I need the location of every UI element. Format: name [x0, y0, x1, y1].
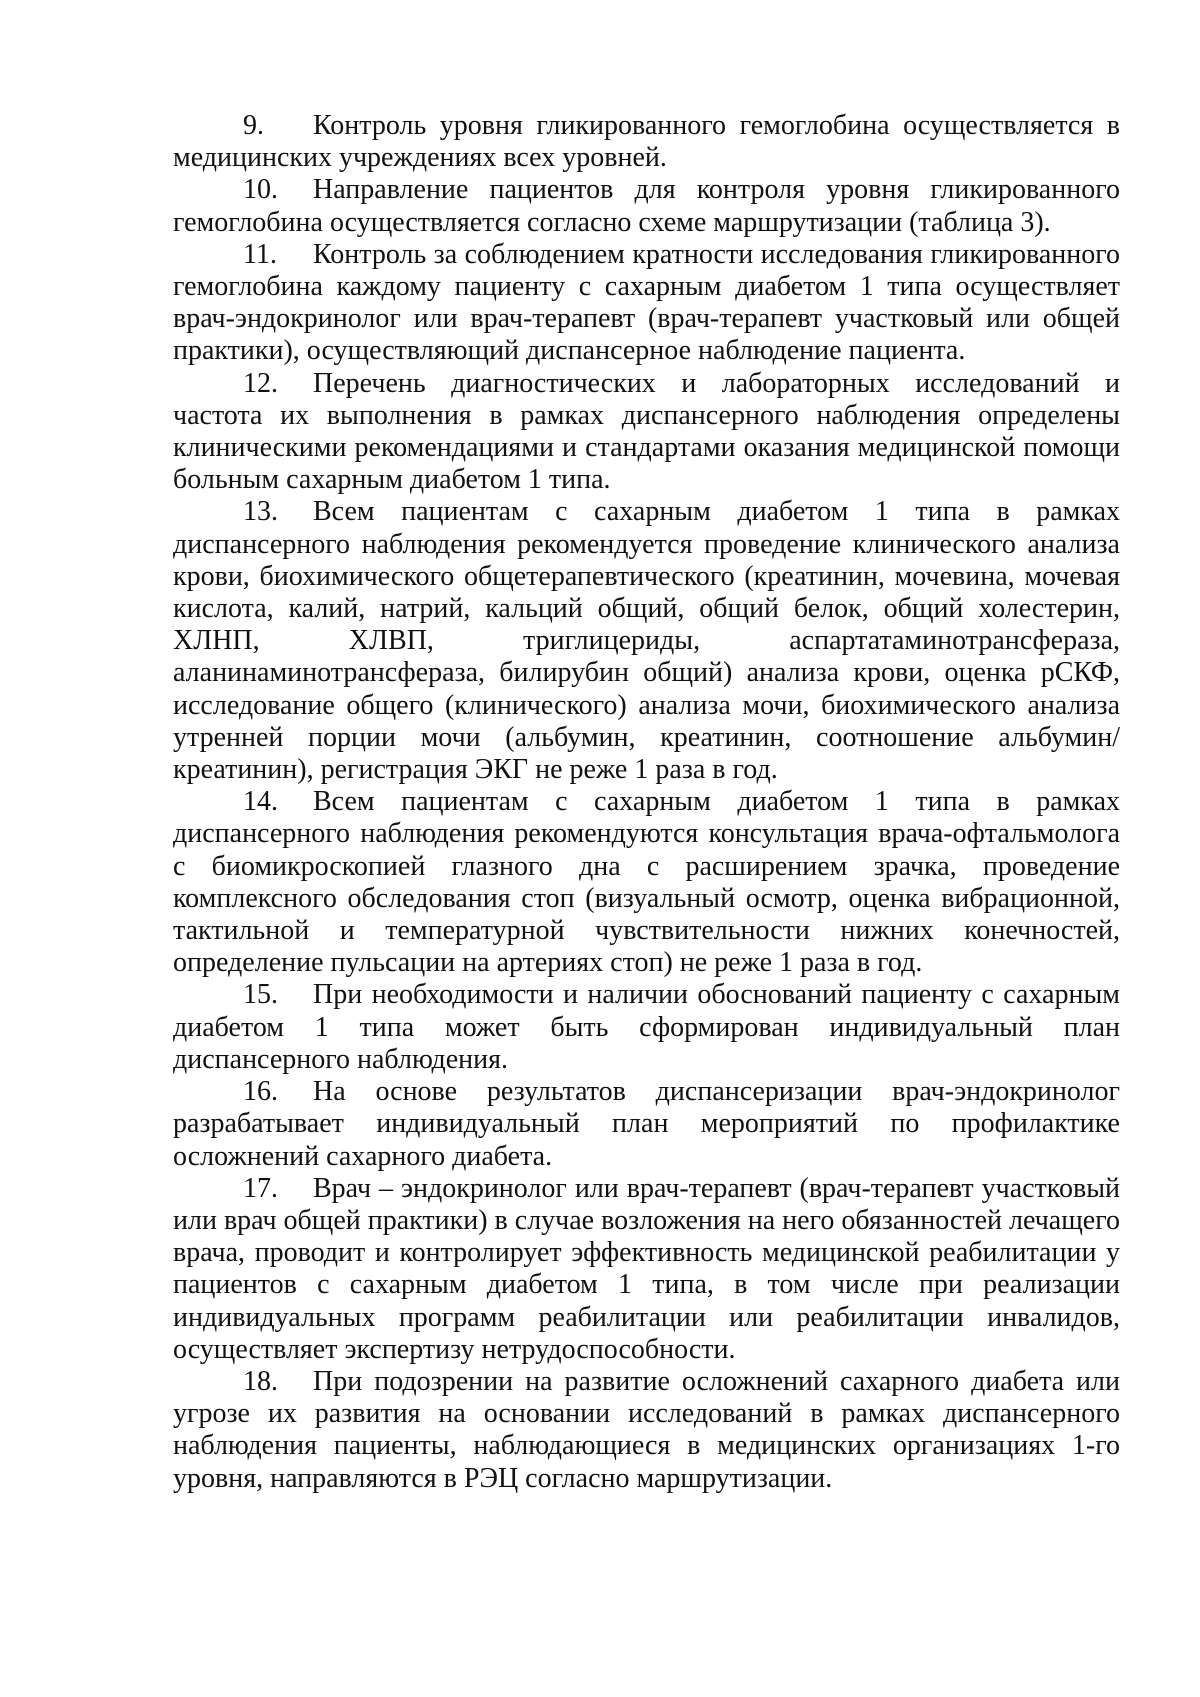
paragraph-number: 12.	[243, 367, 278, 399]
paragraph-number: 14.	[243, 786, 278, 818]
document-page	[173, 110, 1120, 1495]
paragraph-11	[173, 239, 1120, 368]
paragraph-16	[173, 1076, 1120, 1173]
paragraph-text: Перечень диагностических и лабораторных исследований и частота их выполнения в рамках диспансерного наблюдения определены клиническими рекомендациями и стандартами оказания медицинской помощи больным сахарным диабетом 1 типа.	[173, 367, 1120, 496]
paragraph-15	[173, 979, 1120, 1076]
paragraph-13	[173, 496, 1120, 786]
paragraph-12	[173, 368, 1120, 497]
paragraph-18	[173, 1366, 1120, 1495]
paragraph-text: Врач – эндокринолог или врач-терапевт (врач-терапевт участковый или врач общей практики) в случае возложения на него обязанностей лечащего врача, проводит и контролирует эффективность медицинской реабилитации у пациентов с сахарным диабетом 1 типа, в том числе при реализации индивидуальных программ реабилитации или реабилитации инвалидов, осуществляет экспертизу нетрудоспособности.	[173, 1172, 1120, 1365]
paragraph-number: 16.	[243, 1076, 278, 1108]
paragraph-text: Направление пациентов для контроля уровня гликированного гемоглобина осуществляется согласно схеме маршрутизации (таблица 3).	[173, 174, 1120, 238]
paragraph-number: 18.	[243, 1365, 278, 1397]
paragraph-text: При необходимости и наличии обоснований пациенту с сахарным диабетом 1 типа может быть сформирован индивидуальный план диспансерного наблюдения.	[173, 979, 1120, 1075]
paragraph-14	[173, 786, 1120, 979]
paragraph-number: 13.	[243, 496, 278, 528]
paragraph-number: 11.	[243, 238, 277, 270]
paragraph-17	[173, 1173, 1120, 1366]
paragraph-9	[173, 110, 1120, 174]
paragraph-text: Контроль уровня гликированного гемоглобина осуществляется в медицинских учреждениях всех уровней.	[173, 110, 1120, 174]
paragraph-number: 15.	[243, 979, 278, 1011]
paragraph-text: Всем пациентам с сахарным диабетом 1 типа в рамках диспансерного наблюдения рекомендуется проведение клинического анализа крови, биохимического общетерапевтического (креатинин, мочевина, мочевая кислота, калий, натрий, кальций общий, общий белок, общий холестерин, ХЛНП, ХЛВП, триглицериды, аспартатаминотрансфераза, аланинаминотрансфераза, билирубин общий) анализа крови, оценка рСКФ, исследование общего (клинического) анализа мочи, биохимического анализа утренней порции мочи (альбумин, креатинин, соотношение альбумин/креатинин), регистрация ЭКГ не реже 1 раза в год.	[173, 496, 1120, 786]
paragraph-text: Всем пациентам с сахарным диабетом 1 типа в рамках диспансерного наблюдения рекомендуются консультация врача-офтальмолога с биомикроскопией глазного дна с расширением зрачка, проведение комплексного обследования стоп (визуальный осмотр, оценка вибрационной, тактильной и температурной чувствительности нижних конечностей, определение пульсации на артериях стоп) не реже 1 раза в год.	[173, 786, 1120, 979]
paragraph-number: 10.	[243, 174, 278, 206]
paragraph-text: При подозрении на развитие осложнений сахарного диабета или угрозе их развития на основании исследований в рамках диспансерного наблюдения пациенты, наблюдающиеся в медицинских организациях 1-го уровня, направляются в РЭЦ согласно маршрутизации.	[173, 1365, 1120, 1494]
paragraph-number: 17.	[243, 1172, 278, 1204]
paragraph-text: На основе результатов диспансеризации врач-эндокринолог разрабатывает индивидуальный план мероприятий по профилактике осложнений сахарного диабета.	[173, 1076, 1120, 1172]
paragraph-text: Контроль за соблюдением кратности исследования гликированного гемоглобина каждому пациенту с сахарным диабетом 1 типа осуществляет врач-эндокринолог или врач-терапевт (врач-терапевт участковый или общей практики), осуществляющий диспансерное наблюдение пациента.	[173, 238, 1120, 367]
paragraph-number: 9.	[243, 110, 264, 141]
paragraph-10	[173, 174, 1120, 238]
